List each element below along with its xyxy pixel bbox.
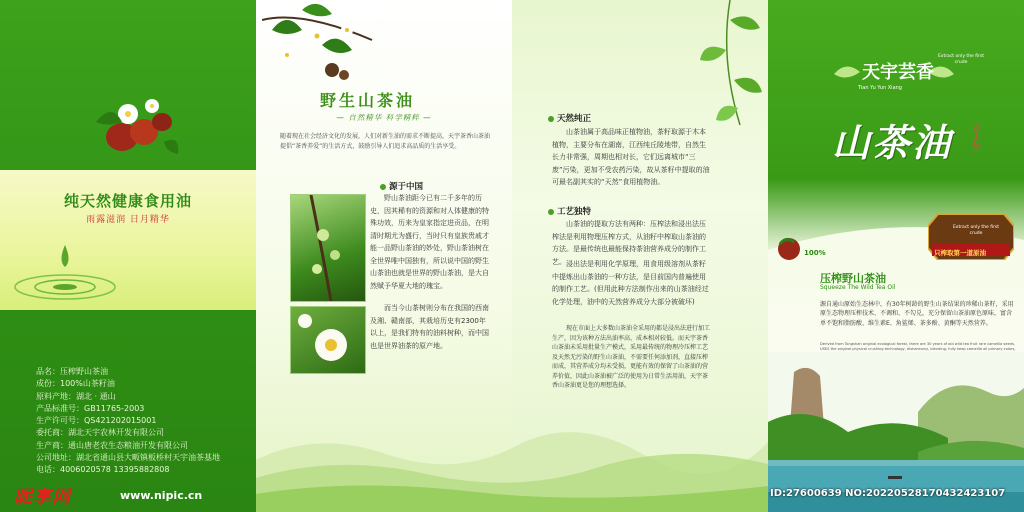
origin-text-2: 而当今山茶树则分布在我国的西南及湘、赣南部，其栽培历史有2300年以上，是我们特有的油料树种，而中国也是世界油茶的原产地。 xyxy=(370,304,489,350)
tea-fruit-illustration xyxy=(291,195,365,301)
camellia-fruit-icon xyxy=(92,92,182,162)
left-panel xyxy=(0,0,256,512)
main-subtitle: — 自然精华 科学精粹 — xyxy=(336,113,432,122)
bullet-icon xyxy=(548,116,554,122)
spec-line: 品名：压榨野山茶油 xyxy=(36,367,108,376)
brand-english: Extract only the first crude xyxy=(937,54,985,65)
badge-english: Extract only the first crude xyxy=(952,225,1000,236)
section-heading-text: 工艺独特 xyxy=(557,207,592,217)
section-heading-natural xyxy=(548,112,591,124)
tea-fruit-photo xyxy=(290,194,366,302)
bullet-icon xyxy=(548,209,554,215)
product-name-english: Squeeze The Wild Tea Oil xyxy=(820,284,896,291)
origin-text-1: 野山茶油距今已有二千多年的历史，因其稀有的资源和对人体健康的特殊功效，历来为皇家指定进贡品，在明清时期尤为盛行，当时只有皇族贵戚才能一品野山茶油的妙处，野山茶油树在全世界唯中国独有，所以说中国的野生山茶油也就是世界的野山茶油，是大自然赋予华夏大地的瑰宝。 xyxy=(370,194,489,290)
product-specs xyxy=(36,366,256,477)
percent-label: 100% xyxy=(804,249,826,257)
main-title: 野生山茶油 xyxy=(320,91,416,110)
brand-logo: 天宇芸香 xyxy=(862,62,934,83)
spec-line: 公司地址：湖北省通山县大畈镇板桥村天宇油茶基地 xyxy=(36,453,220,463)
spec-line: 原料产地：湖北 · 通山 xyxy=(36,391,116,401)
section-heading-craft xyxy=(548,205,591,217)
watermark-url: www.nipic.cn xyxy=(120,489,203,502)
spec-line: 成份：100%山茶籽油 xyxy=(36,379,115,389)
camellia-branch-icon xyxy=(262,0,382,100)
natural-text: 山茶油属于高品味正植物油，茶籽取源于木本植物，主要分布在湖南，江西纯丘陵地带，自然生长力非常强，周期也相对长，它们远离城市“三废”污染，更加不受农药污染，故从茶籽中提取的油可最名副其实的“天然”食用植物油。 xyxy=(552,128,710,186)
bullet-icon xyxy=(380,184,386,190)
section-heading-origin xyxy=(380,180,423,192)
product-description: 源自通山原始生态林中，有30年树龄的野生山茶结果的珍稀山茶籽，采用原生态物理压榨技术、不调和、不勾兑，充分保留山茶油原色原味，富含单不饱和脂肪酸、维生素E、角鲨烯、茶多酚、黄酮等天然营养。 xyxy=(820,301,1014,327)
product-big-title: 山茶油 xyxy=(832,120,953,165)
spec-line: 电话：4006020578 13395882808 xyxy=(36,465,170,475)
spec-line: 产品标准号：GB11765-2003 xyxy=(36,403,145,413)
spec-line: 生产商：通山唐老农生态粮油开发有限公司 xyxy=(36,440,188,450)
fruit-badge-icon xyxy=(776,236,802,262)
product-description-english: Derived from Tongshan original ecological forest, there are 30 years of old wild tea fruit rare camellia seeds, USES the original physical crushing technology, disharmony, blending, fully keep camellia oil primary colors, xyxy=(820,342,1016,351)
hanging-leaves-icon xyxy=(690,0,770,130)
intro-text: 随着现在社会经济文化的发展，人们对新生油的需求不断提高，天宇茶香山茶油提倡“茶香养爱”的生活方式，鼓励引导人们追求高品质的生活享受。 xyxy=(280,133,491,150)
spec-line: 委托商：湖北天宇农林开发有限公司 xyxy=(36,428,164,438)
specialty-seal: 通山特产 xyxy=(972,124,981,156)
section-heading-text: 天然纯正 xyxy=(557,114,592,124)
spec-line: 生产许可号：QS421202015001 xyxy=(36,416,157,426)
craft-text-1: 山茶油的提取方法有两种：压榨法和浸出法压榨法是利用物理压榨方式，从油籽中榨取山茶油的方法。是最传统也最能保持茶油营养成分的制作工艺。 xyxy=(552,220,706,266)
slogan-sub: 雨露滋润 日月精华 xyxy=(86,215,170,225)
craft-text-2: 浸出法是利用化学原理，用食用级溶剂从茶籽中提炼出山茶油的一种方法，是目前国内普遍使用的制作工艺。(但用此种方法制作出来的山茶油经过化学处理，油中的天然营养成分大部分被破坏) xyxy=(552,260,709,306)
watermark-logo: 昵享网 xyxy=(14,487,71,508)
badge-chinese: 只榨取第一道原油 xyxy=(934,249,986,257)
brand-pinyin: Tian Yu Yun Xiang xyxy=(858,85,902,91)
section-heading-text: 源于中国 xyxy=(389,182,424,192)
tea-flower-photo xyxy=(290,306,366,374)
slogan-title: 纯天然健康食用油 xyxy=(63,192,192,210)
misty-hills-illustration xyxy=(256,420,768,512)
product-name: 压榨野山茶油 xyxy=(820,272,886,285)
image-id-line: ID:27600639 NO:20220528170432423107 xyxy=(770,488,1006,499)
craft-text-3: 现在市面上大多数山茶油全采用的都是浸出法进行加工生产，因为该种方法出油率高、成本相对较低。而天宇茶香山茶油未采用批量生产模式，采用最传统的物理冷压榨工艺及天然无污染的野生山茶油，不需要任何添加剂，直接压榨而成，其营养成分均未受损，更能有效的保留了山茶油的营养价值，因此山茶油被广泛的使用为日常生活用油，天宇茶香山茶油更是您的理想选择。 xyxy=(552,325,711,389)
tea-flower-illustration xyxy=(291,307,365,373)
water-ripple-icon xyxy=(10,235,120,305)
